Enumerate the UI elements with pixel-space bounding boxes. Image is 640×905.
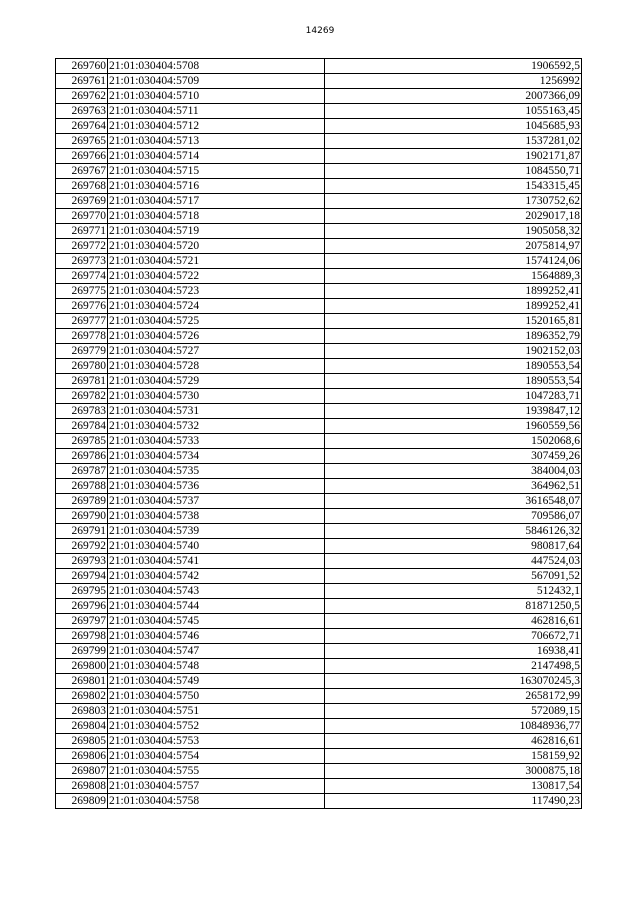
row-number-cell: 269792: [56, 539, 108, 554]
cadastral-value-cell: 1730752,62: [325, 194, 582, 209]
row-number-cell: 269779: [56, 344, 108, 359]
cadastral-number-cell: 21:01:030404:5740: [108, 539, 325, 554]
row-number-cell: 269772: [56, 239, 108, 254]
table-row: [56, 239, 582, 254]
cadastral-value-cell: 1045685,93: [325, 119, 582, 134]
cadastral-value-cell: 447524,03: [325, 554, 582, 569]
cadastral-number-cell: 21:01:030404:5719: [108, 224, 325, 239]
row-number-cell: 269769: [56, 194, 108, 209]
row-number-cell: 269797: [56, 614, 108, 629]
cadastral-number-cell: 21:01:030404:5734: [108, 449, 325, 464]
row-number-cell: 269764: [56, 119, 108, 134]
cadastral-number-cell: 21:01:030404:5733: [108, 434, 325, 449]
cadastral-number-cell: 21:01:030404:5724: [108, 299, 325, 314]
table-row: [56, 599, 582, 614]
table-row: [56, 299, 582, 314]
table-row: [56, 284, 582, 299]
table-row: [56, 584, 582, 599]
row-number-cell: 269786: [56, 449, 108, 464]
row-number-cell: 269782: [56, 389, 108, 404]
cadastral-number-cell: 21:01:030404:5722: [108, 269, 325, 284]
row-number-cell: 269806: [56, 749, 108, 764]
cadastral-number-cell: 21:01:030404:5726: [108, 329, 325, 344]
table-row: [56, 179, 582, 194]
row-number-cell: 269809: [56, 794, 108, 809]
cadastral-value-cell: 2007366,09: [325, 89, 582, 104]
table-row: [56, 59, 582, 74]
table-row: [56, 434, 582, 449]
table-row: [56, 209, 582, 224]
cadastral-value-cell: 364962,51: [325, 479, 582, 494]
table-row: [56, 539, 582, 554]
cadastral-value-cell: 462816,61: [325, 734, 582, 749]
row-number-cell: 269807: [56, 764, 108, 779]
cadastral-value-cell: 1905058,32: [325, 224, 582, 239]
cadastral-value-cell: 1574124,06: [325, 254, 582, 269]
row-number-cell: 269774: [56, 269, 108, 284]
cadastral-value-cell: 1899252,41: [325, 299, 582, 314]
cadastral-value-cell: 1520165,81: [325, 314, 582, 329]
row-number-cell: 269791: [56, 524, 108, 539]
cadastral-value-cell: 1939847,12: [325, 404, 582, 419]
table-row: [56, 194, 582, 209]
table-row: [56, 464, 582, 479]
cadastral-number-cell: 21:01:030404:5723: [108, 284, 325, 299]
cadastral-number-cell: 21:01:030404:5750: [108, 689, 325, 704]
cadastral-value-cell: 1902171,87: [325, 149, 582, 164]
cadastral-value-cell: 117490,23: [325, 794, 582, 809]
cadastral-number-cell: 21:01:030404:5742: [108, 569, 325, 584]
table-row: [56, 719, 582, 734]
row-number-cell: 269787: [56, 464, 108, 479]
cadastral-value-cell: 2658172,99: [325, 689, 582, 704]
cadastral-number-cell: 21:01:030404:5737: [108, 494, 325, 509]
cadastral-value-cell: 1899252,41: [325, 284, 582, 299]
row-number-cell: 269777: [56, 314, 108, 329]
table-row: [56, 119, 582, 134]
row-number-cell: 269793: [56, 554, 108, 569]
table-row: [56, 149, 582, 164]
cadastral-number-cell: 21:01:030404:5714: [108, 149, 325, 164]
cadastral-number-cell: 21:01:030404:5725: [108, 314, 325, 329]
cadastral-value-cell: 709586,07: [325, 509, 582, 524]
row-number-cell: 269783: [56, 404, 108, 419]
row-number-cell: 269795: [56, 584, 108, 599]
table-row: [56, 614, 582, 629]
table-row: [56, 764, 582, 779]
cadastral-value-cell: 1896352,79: [325, 329, 582, 344]
cadastral-value-cell: 307459,26: [325, 449, 582, 464]
cadastral-number-cell: 21:01:030404:5749: [108, 674, 325, 689]
cadastral-number-cell: 21:01:030404:5754: [108, 749, 325, 764]
cadastral-number-cell: 21:01:030404:5712: [108, 119, 325, 134]
row-number-cell: 269804: [56, 719, 108, 734]
cadastral-value-cell: 1543315,45: [325, 179, 582, 194]
row-number-cell: 269771: [56, 224, 108, 239]
cadastral-number-cell: 21:01:030404:5721: [108, 254, 325, 269]
cadastral-number-cell: 21:01:030404:5713: [108, 134, 325, 149]
row-number-cell: 269765: [56, 134, 108, 149]
cadastral-number-cell: 21:01:030404:5728: [108, 359, 325, 374]
table-row: [56, 734, 582, 749]
cadastral-value-cell: 1890553,54: [325, 374, 582, 389]
table-row: [56, 704, 582, 719]
cadastral-value-cell: 1906592,5: [325, 59, 582, 74]
cadastral-number-cell: 21:01:030404:5729: [108, 374, 325, 389]
cadastral-value-cell: 2029017,18: [325, 209, 582, 224]
page-number: 14269: [305, 26, 335, 36]
cadastral-number-cell: 21:01:030404:5741: [108, 554, 325, 569]
cadastral-value-cell: 1902152,03: [325, 344, 582, 359]
table-row: [56, 494, 582, 509]
cadastral-value-cell: 1502068,6: [325, 434, 582, 449]
row-number-cell: 269796: [56, 599, 108, 614]
table-row: [56, 419, 582, 434]
cadastral-value-cell: 5846126,32: [325, 524, 582, 539]
cadastral-number-cell: 21:01:030404:5752: [108, 719, 325, 734]
cadastral-number-cell: 21:01:030404:5718: [108, 209, 325, 224]
table-row: [56, 689, 582, 704]
cadastral-value-cell: 980817,64: [325, 539, 582, 554]
cadastral-number-cell: 21:01:030404:5708: [108, 59, 325, 74]
table-row: [56, 374, 582, 389]
cadastral-number-cell: 21:01:030404:5717: [108, 194, 325, 209]
row-number-cell: 269778: [56, 329, 108, 344]
table-row: [56, 164, 582, 179]
row-number-cell: 269781: [56, 374, 108, 389]
table-row: [56, 359, 582, 374]
table-row: [56, 269, 582, 284]
row-number-cell: 269805: [56, 734, 108, 749]
table-row: [56, 749, 582, 764]
row-number-cell: 269766: [56, 149, 108, 164]
cadastral-number-cell: 21:01:030404:5748: [108, 659, 325, 674]
row-number-cell: 269803: [56, 704, 108, 719]
row-number-cell: 269785: [56, 434, 108, 449]
row-number-cell: 269775: [56, 284, 108, 299]
cadastral-number-cell: 21:01:030404:5716: [108, 179, 325, 194]
table-body: [56, 59, 582, 809]
table-row: [56, 659, 582, 674]
cadastral-value-cell: 130817,54: [325, 779, 582, 794]
table-row: [56, 644, 582, 659]
table-row: [56, 629, 582, 644]
table-row: [56, 254, 582, 269]
cadastral-number-cell: 21:01:030404:5736: [108, 479, 325, 494]
cadastral-number-cell: 21:01:030404:5720: [108, 239, 325, 254]
cadastral-value-cell: 384004,03: [325, 464, 582, 479]
cadastral-number-cell: 21:01:030404:5739: [108, 524, 325, 539]
row-number-cell: 269794: [56, 569, 108, 584]
row-number-cell: 269761: [56, 74, 108, 89]
cadastral-number-cell: 21:01:030404:5709: [108, 74, 325, 89]
cadastral-number-cell: 21:01:030404:5730: [108, 389, 325, 404]
row-number-cell: 269798: [56, 629, 108, 644]
cadastral-number-cell: 21:01:030404:5727: [108, 344, 325, 359]
table-row: [56, 224, 582, 239]
cadastral-value-cell: 1047283,71: [325, 389, 582, 404]
row-number-cell: 269768: [56, 179, 108, 194]
cadastral-number-cell: 21:01:030404:5755: [108, 764, 325, 779]
table-row: [56, 314, 582, 329]
row-number-cell: 269760: [56, 59, 108, 74]
cadastral-number-cell: 21:01:030404:5757: [108, 779, 325, 794]
table-row: [56, 569, 582, 584]
cadastral-value-cell: 1256992: [325, 74, 582, 89]
table-row: [56, 104, 582, 119]
table-row: [56, 89, 582, 104]
cadastral-value-cell: 163070245,3: [325, 674, 582, 689]
cadastral-number-cell: 21:01:030404:5743: [108, 584, 325, 599]
row-number-cell: 269808: [56, 779, 108, 794]
cadastral-value-cell: 1084550,71: [325, 164, 582, 179]
row-number-cell: 269789: [56, 494, 108, 509]
cadastral-value-cell: 567091,52: [325, 569, 582, 584]
row-number-cell: 269784: [56, 419, 108, 434]
table-row: [56, 134, 582, 149]
cadastral-number-cell: 21:01:030404:5747: [108, 644, 325, 659]
cadastral-value-cell: 1960559,56: [325, 419, 582, 434]
cadastral-number-cell: 21:01:030404:5715: [108, 164, 325, 179]
table-row: [56, 329, 582, 344]
row-number-cell: 269788: [56, 479, 108, 494]
table-row: [56, 794, 582, 809]
table-row: [56, 449, 582, 464]
row-number-cell: 269770: [56, 209, 108, 224]
cadastral-value-cell: 2075814,97: [325, 239, 582, 254]
cadastral-value-cell: 3000875,18: [325, 764, 582, 779]
row-number-cell: 269790: [56, 509, 108, 524]
cadastral-value-cell: 158159,92: [325, 749, 582, 764]
cadastral-number-cell: 21:01:030404:5744: [108, 599, 325, 614]
table-row: [56, 674, 582, 689]
cadastral-value-cell: 81871250,5: [325, 599, 582, 614]
row-number-cell: 269800: [56, 659, 108, 674]
cadastral-value-cell: 1890553,54: [325, 359, 582, 374]
cadastral-number-cell: 21:01:030404:5710: [108, 89, 325, 104]
cadastral-number-cell: 21:01:030404:5738: [108, 509, 325, 524]
cadastral-number-cell: 21:01:030404:5751: [108, 704, 325, 719]
table-row: [56, 404, 582, 419]
cadastral-number-cell: 21:01:030404:5745: [108, 614, 325, 629]
cadastral-value-cell: 1537281,02: [325, 134, 582, 149]
cadastral-value-cell: 1055163,45: [325, 104, 582, 119]
row-number-cell: 269801: [56, 674, 108, 689]
table-row: [56, 344, 582, 359]
cadastral-value-cell: 10848936,77: [325, 719, 582, 734]
cadastral-value-cell: 462816,61: [325, 614, 582, 629]
row-number-cell: 269776: [56, 299, 108, 314]
cadastral-value-cell: 16938,41: [325, 644, 582, 659]
cadastral-number-cell: 21:01:030404:5758: [108, 794, 325, 809]
table-row: [56, 524, 582, 539]
row-number-cell: 269762: [56, 89, 108, 104]
cadastral-value-cell: 512432,1: [325, 584, 582, 599]
row-number-cell: 269780: [56, 359, 108, 374]
row-number-cell: 269773: [56, 254, 108, 269]
table-row: [56, 554, 582, 569]
cadastral-value-cell: 1564889,3: [325, 269, 582, 284]
row-number-cell: 269799: [56, 644, 108, 659]
cadastral-value-cell: 3616548,07: [325, 494, 582, 509]
table-row: [56, 779, 582, 794]
cadastral-number-cell: 21:01:030404:5753: [108, 734, 325, 749]
cadastral-value-table: [55, 58, 582, 809]
table-row: [56, 509, 582, 524]
cadastral-value-cell: 706672,71: [325, 629, 582, 644]
cadastral-number-cell: 21:01:030404:5735: [108, 464, 325, 479]
table-row: [56, 389, 582, 404]
cadastral-number-cell: 21:01:030404:5711: [108, 104, 325, 119]
row-number-cell: 269763: [56, 104, 108, 119]
row-number-cell: 269802: [56, 689, 108, 704]
cadastral-value-cell: 2147498,5: [325, 659, 582, 674]
cadastral-number-cell: 21:01:030404:5732: [108, 419, 325, 434]
cadastral-number-cell: 21:01:030404:5746: [108, 629, 325, 644]
table-row: [56, 479, 582, 494]
table-row: [56, 74, 582, 89]
row-number-cell: 269767: [56, 164, 108, 179]
cadastral-value-cell: 572089,15: [325, 704, 582, 719]
cadastral-number-cell: 21:01:030404:5731: [108, 404, 325, 419]
